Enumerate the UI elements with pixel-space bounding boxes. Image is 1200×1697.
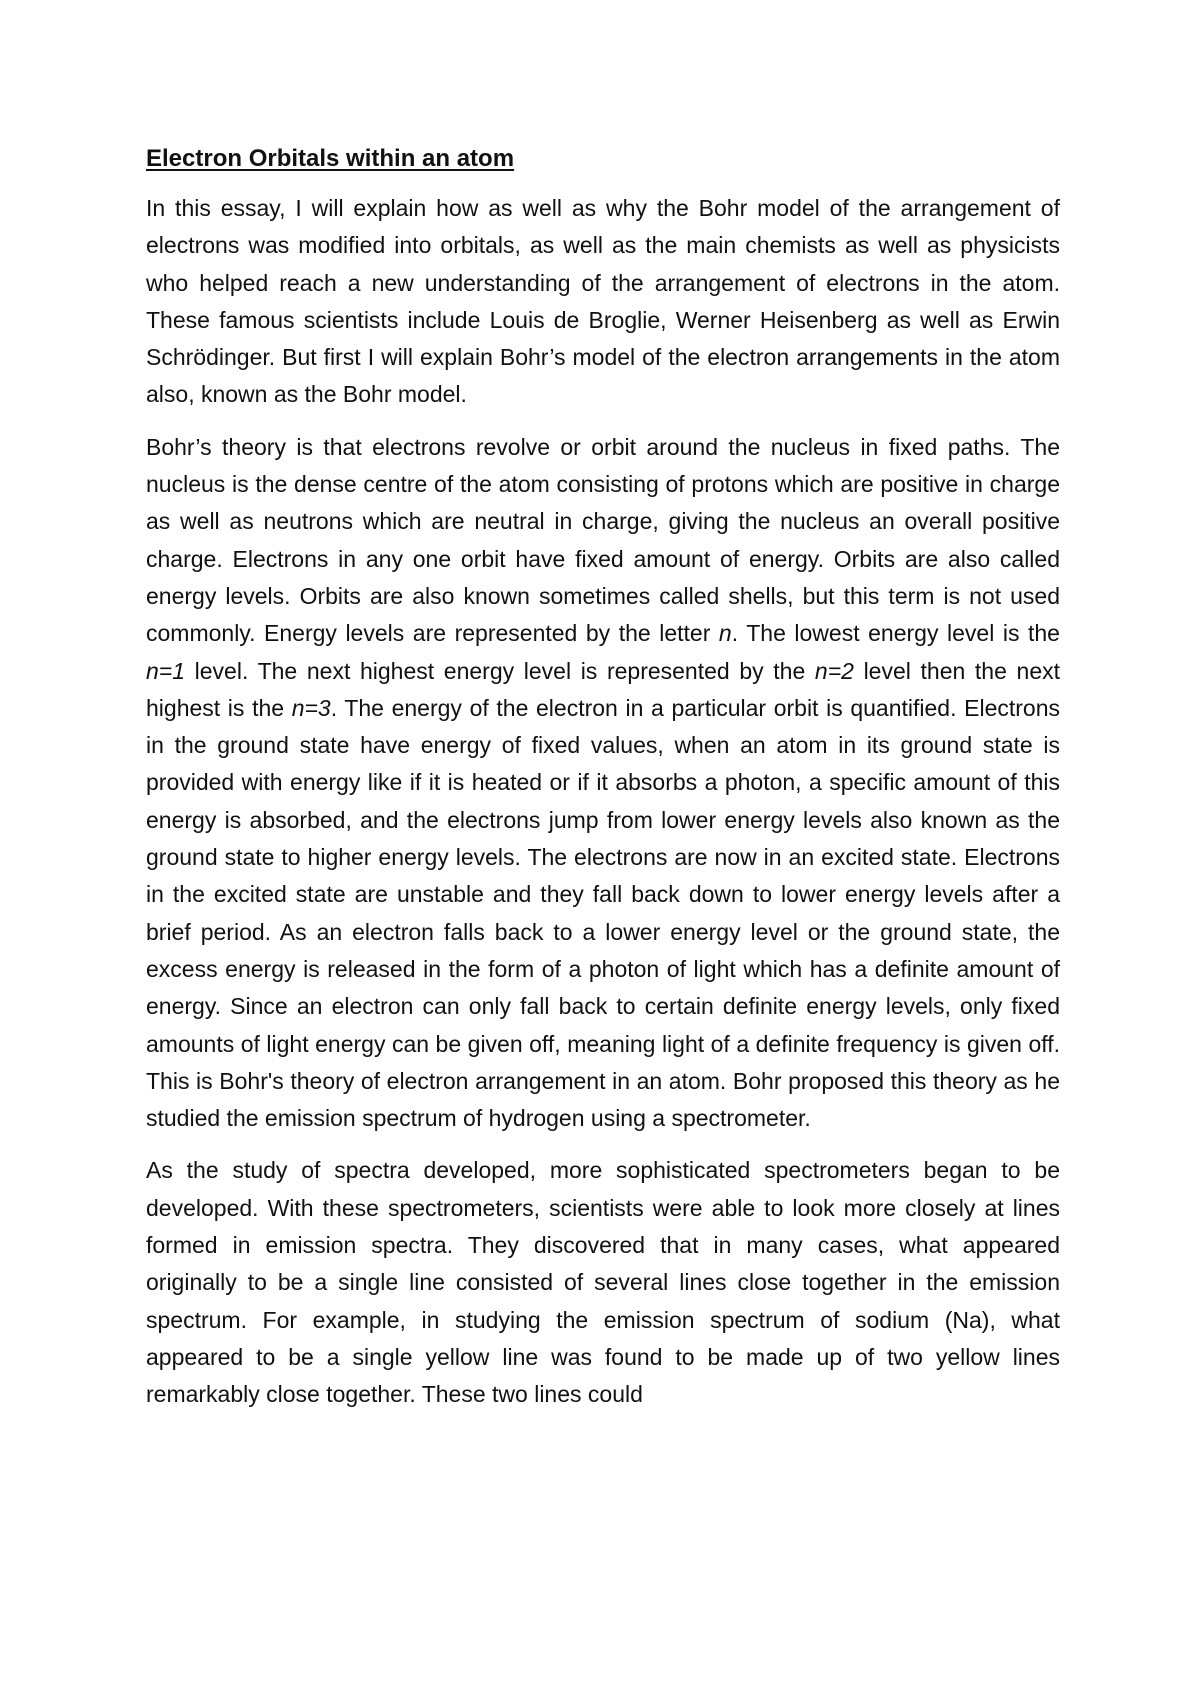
italic-symbol-n1: n=1: [146, 657, 186, 684]
paragraph-text: . The energy of the electron in a particular orbit is quantified. Electrons in the ground state have energy of fixed values, when an atom in its ground state is provided with energy like if it is heated or if it absorbs a photon, a specific amount of this energy is absorbed, and the electrons jump from lower energy levels also known as the ground state to higher energy levels. The electrons are now in an excited state. Electrons in the excited state are unstable and they fall back down to lower energy levels after a brief period. As an electron falls back to a lower energy level or the ground state, the excess energy is released in the form of a photon of light which has a definite amount of energy. Since an electron can only fall back to certain definite energy levels, only fixed amounts of light energy can be given off, meaning light of a definite frequency is given off. This is Bohr's theory of electron arrangement in an atom. Bohr proposed this theory as he studied the emission spectrum of hydrogen using a spectrometer.: [146, 694, 1060, 1132]
paragraph-spectra: As the study of spectra developed, more sophisticated spectrometers began to be developed. With these spectrometers, scientists were able to look more closely at lines formed in emission spectra. They discovered that in many cases, what appeared originally to be a single line consisted of several lines close together in the emission spectrum. For example, in studying the emission spectrum of sodium (Na), what appeared to be a single yellow line was found to be made up of two yellow lines remarkably close together. These two lines could: [146, 1157, 1060, 1408]
document-body: [146, 142, 1060, 1429]
italic-symbol-n: n: [718, 620, 732, 647]
paragraph-text: level then the next highest is the: [146, 657, 1061, 721]
paragraph-text: Bohr’s theory is that electrons revolve or orbit around the nucleus in fixed paths. The nucleus is the dense centre of the atom consisting of protons which are positive in charge as well as neutrons which are neutral in charge, giving the nucleus an overall positive charge. Electrons in any one orbit have fixed amount of energy. Orbits are also called energy levels. Orbits are also known sometimes called shells, but this term is not used commonly. Energy levels are represented by the letter: [146, 433, 1060, 647]
italic-symbol-n2: n=2: [814, 657, 854, 684]
paragraph-introduction: In this essay, I will explain how as well as why the Bohr model of the arrangement of electrons was modified into orbitals, as well as the main chemists as well as physicists who helped reach a new understanding of the arrangement of electrons in the atom. These famous scientists include Louis de Broglie, Werner Heisenberg as well as Erwin Schrödinger. But first I will explain Bohr’s model of the electron arrangements in the atom also, known as the Bohr model.: [146, 195, 1060, 408]
italic-symbol-n3: n=3: [291, 694, 331, 721]
document-title: Electron Orbitals within an atom: [146, 145, 515, 172]
paragraph-bohr-theory: [146, 429, 1060, 1138]
paragraph-text: level. The next highest energy level is represented by the: [185, 657, 815, 684]
paragraph-text: . The lowest energy level is the: [731, 620, 1060, 647]
